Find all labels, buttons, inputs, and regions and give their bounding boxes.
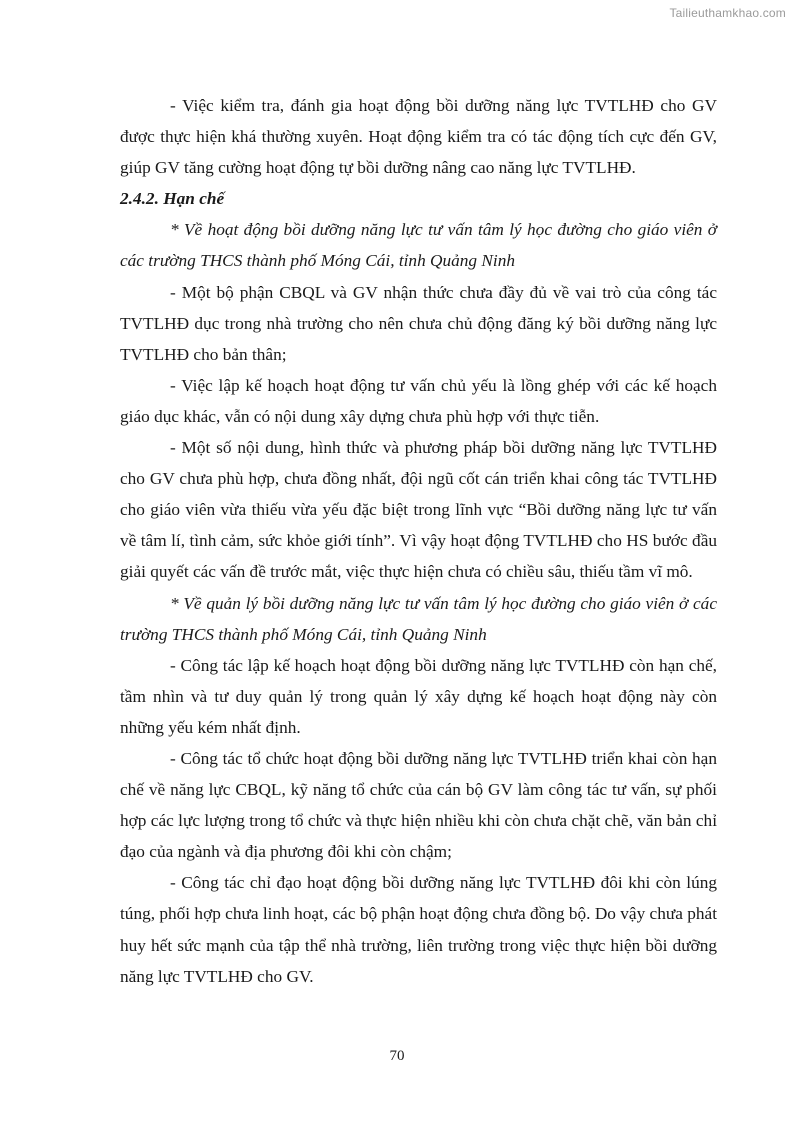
paragraph-awareness: - Một bộ phận CBQL và GV nhận thức chưa đầy đủ về vai trò của công tác TVTLHĐ dục trong nhà trường cho nên chưa chủ động đăng ký bồi dưỡng năng lực TVTLHĐ cho bản thân; — [120, 282, 717, 364]
paragraph-direction: - Công tác chỉ đạo hoạt động bồi dưỡng năng lực TVTLHĐ đôi khi còn lúng túng, phối hợp chưa linh hoạt, các bộ phận hoạt động chưa đồng bộ. Do vậy chưa phát huy hết sức mạnh của tập thể nhà trường, liên trường trong việc thực hiện bồi dưỡng năng lực TVTLHĐ cho GV. — [120, 873, 717, 986]
paragraph-planning: - Việc lập kế hoạch hoạt động tư vấn chủ yếu là lồng ghép với các kế hoạch giáo dục khác, vẫn có nội dung xây dựng chưa phù hợp với thực tiễn. — [120, 375, 717, 426]
section-heading-limitations: 2.4.2. Hạn chế — [120, 189, 225, 209]
paragraph-inspection: - Việc kiểm tra, đánh gia hoạt động bồi dưỡng năng lực TVTLHĐ cho GV được thực hiện khá thường xuyên. Hoạt động kiểm tra có tác động tích cực đến GV, giúp GV tăng cường hoạt động tự bồi dưỡng nâng cao năng lực TVTLHĐ. — [120, 96, 717, 178]
subheading-management: * Về quản lý bồi dưỡng năng lực tư vấn tâm lý học đường cho giáo viên ở các trường THCS thành phố Móng Cái, tỉnh Quảng Ninh — [120, 593, 717, 644]
document-body — [120, 90, 717, 992]
paragraph-content-methods: - Một số nội dung, hình thức và phương pháp bồi dưỡng năng lực TVTLHĐ cho GV chưa phù hợp, chưa đồng nhất, đội ngũ cốt cán triển khai công tác TVTLHĐ cho giáo viên vừa thiếu vừa yếu đặc biệt trong lĩnh vực “Bồi dưỡng năng lực tư vấn về tâm lí, tình cảm, sức khỏe giới tính”. Vì vậy hoạt động TVTLHĐ cho HS bước đầu giải quyết các vấn đề trước mắt, việc thực hiện chưa có chiều sâu, thiếu tầm vĩ mô. — [120, 438, 717, 582]
subheading-training-activities: * Về hoạt động bồi dưỡng năng lực tư vấn tâm lý học đường cho giáo viên ở các trường THCS thành phố Móng Cái, tỉnh Quảng Ninh — [120, 220, 717, 271]
paragraph-plan-management: - Công tác lập kế hoạch hoạt động bồi dưỡng năng lực TVTLHĐ còn hạn chế, tầm nhìn và tư duy quản lý trong quản lý xây dựng kế hoạch hoạt động này còn những yếu kém nhất định. — [120, 655, 717, 737]
watermark-text: Tailieuthamkhao.com — [669, 6, 786, 20]
paragraph-organization: - Công tác tổ chức hoạt động bồi dưỡng năng lực TVTLHĐ triển khai còn hạn chế về năng lực CBQL, kỹ năng tổ chức của cán bộ GV làm công tác tư vấn, sự phối hợp các lực lượng trong tổ chức và thực hiện nhiều khi còn chưa chặt chẽ, văn bản chỉ đạo của ngành và địa phương đôi khi còn chậm; — [120, 748, 717, 862]
page-number: 70 — [389, 1048, 405, 1064]
